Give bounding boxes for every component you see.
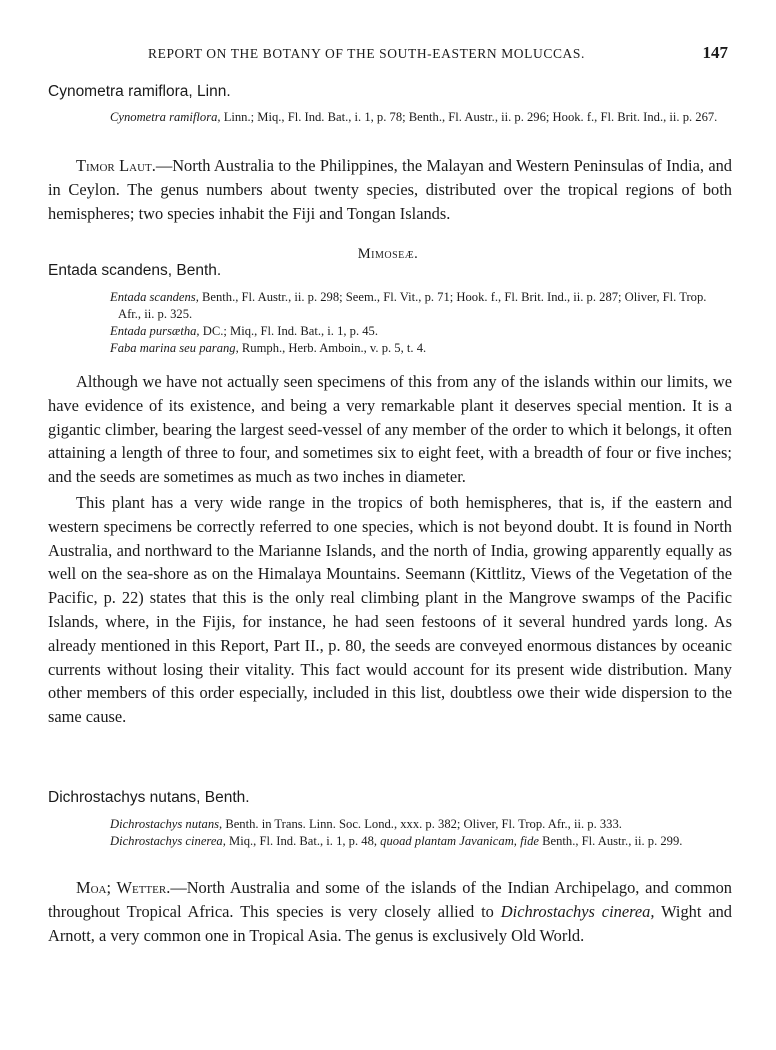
reference-taxon: Cynometra ramiflora, [110,110,221,124]
reference-citation: Benth., Fl. Austr., ii. p. 299. [538,834,683,848]
species-heading-cynometra: Cynometra ramiflora, Linn. [48,83,231,100]
reference-entry [110,109,730,126]
reference-entry [110,833,730,850]
locality: Timor Laut. [76,156,156,175]
species-heading-entada: Entada scandens, Benth. [48,262,222,279]
reference-taxon: Faba marina seu parang, [110,341,239,355]
body-entada [48,370,732,729]
reference-qualifier: quoad plantam Javanicam, fide [380,834,539,848]
reference-citation: Rumph., Herb. Amboin., v. p. 5, t. 4. [238,341,427,355]
references-entada [110,289,730,357]
paragraph [48,876,732,947]
reference-citation: DC.; Miq., Fl. Ind. Bat., i. 1, p. 45. [199,324,378,338]
reference-citation: Miq., Fl. Ind. Bat., i. 1, p. 48, [225,834,381,848]
reference-entry [110,340,730,357]
running-header [148,43,728,66]
body-cynometra [48,154,732,225]
reference-entry [110,289,730,323]
running-title: REPORT ON THE BOTANY OF THE SOUTH-EASTERN MOLUCCAS. [148,46,585,61]
paragraph [48,154,732,225]
reference-taxon: Dichrostachys cinerea, [110,834,226,848]
section-heading: Mimoseæ. [357,246,419,262]
reference-taxon: Entada pursætha, [110,324,200,338]
body-dichrostachys [48,876,732,947]
references-dichrostachys [110,816,730,850]
page-number: 147 [702,43,728,62]
paragraph-text: Wight and Arnott, a very common one in Tropical Asia. The genus is exclusively Old World. [48,901,733,945]
references-cynometra [110,109,730,126]
reference-citation: Benth. in Trans. Linn. Soc. Lond., xxx. p. 382; Oliver, Fl. Trop. Afr., ii. p. 333. [222,817,622,831]
paragraph-text: —North Australia to the Philippines, the Malayan and Western Peninsulas of India, and in Ceylon. The genus numbers about twenty species, distributed over the tropical regions of both hemispheres; two species inhabit the Fiji and Tongan Islands. [48,156,732,223]
paragraph: Although we have not actually seen specimens of this from any of the islands within our limits, we have evidence of its existence, and being a very remarkable plant it deserves special mention. It is a gigantic climber, bearing the largest seed-vessel of any member of the order to which it belongs, it often attaining a length of three to four, and sometimes six to eight feet, with a breadth of four or five inches; and the seeds are sometimes as much as two inches in diameter. [48,372,732,487]
paragraph-text: —North Australia and some of the islands of the Indian Archipelago, and common throughout Tropical Africa. This species is very closely allied to [48,878,732,921]
reference-entry [110,816,730,833]
species-heading-dichrostachys: Dichrostachys nutans, Benth. [48,789,250,806]
paragraph-taxon: Dichrostachys cinerea, [500,901,655,921]
reference-entry [110,323,730,340]
reference-citation: Benth., Fl. Austr., ii. p. 298; Seem., Fl. Vit., p. 71; Hook. f., Fl. Brit. Ind., ii. p. 287; Oliver, Fl. Trop. Afr., ii. p. 325. [118,290,707,321]
reference-citation: Linn.; Miq., Fl. Ind. Bat., i. 1, p. 78; Benth., Fl. Austr., ii. p. 296; Hook. f., Fl. Brit. Ind., ii. p. 267. [220,110,718,124]
paragraph: This plant has a very wide range in the tropics of both hemispheres, that is, if the eastern and western specimens be correctly referred to one species, which is not beyond doubt. It is found in North Australia, and northward to the Marianne Islands, and the north of India, growing apparently equally as well on the sea-shore as on the Himalaya Mountains. Seemann (Kittlitz, Views of the Vegetation of the Pacific, p. 22) states that this is the only real climbing plant in the Mangrove swamps of the Pacific Islands, where, in the Fijis, for instance, he had seen festoons of it several hundred yards long. As already mentioned in this Report, Part II., p. 80, the seeds are conveyed enormous distances by oceanic currents without losing their vitality. This fact would account for its present wide distribution. Many other members of this order especially, included in this list, doubtless owe their wide dispersion to the same cause. [48,492,732,727]
reference-taxon: Entada scandens, [110,290,199,304]
reference-taxon: Dichrostachys nutans, [110,817,223,831]
locality: Moa; Wetter. [76,878,171,897]
